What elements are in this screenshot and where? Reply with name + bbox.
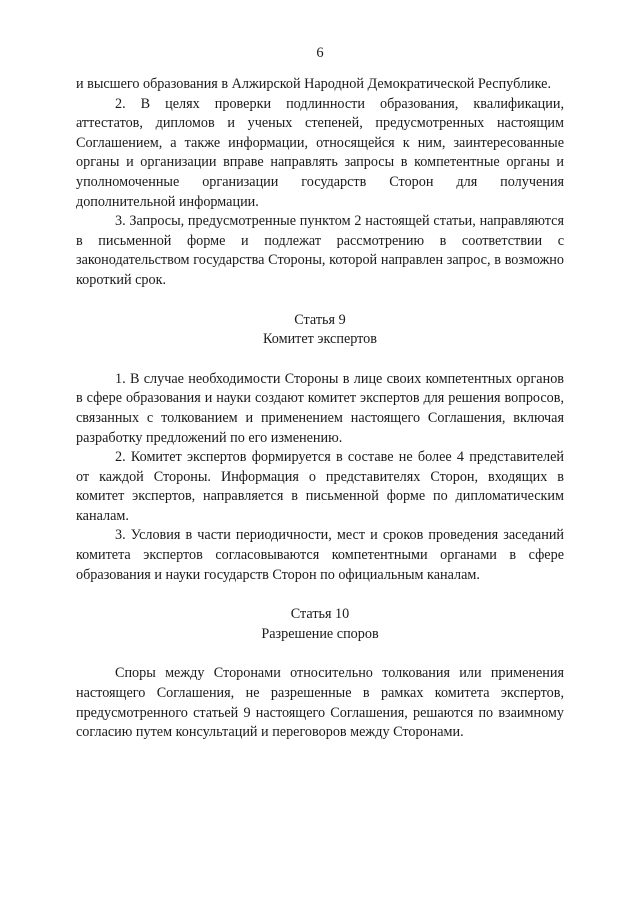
paragraph-continuation: и высшего образования в Алжирской Народной Демократической Республике. [76,76,551,92]
paragraph-8-3: 3. Запросы, предусмотренные пунктом 2 настоящей статьи, направляются в письменной форме и подлежат рассмотрению в соответствии с законодательством государства Стороны, которой направлен запрос, в возможно короткий срок. [76,213,564,288]
article-9-heading: Статья 9 [294,311,346,328]
spacer [76,350,564,370]
article-10-title: Разрешение споров [261,625,379,642]
spacer [76,644,564,664]
spacer [76,585,564,605]
document-body [76,75,564,743]
paragraph-9-2: 2. Комитет экспертов формируется в составе не более 4 представителей от каждой Стороны. Информация о представителях Сторон, входящих в комитет экспертов, направляется в письменной форме по дипломатическим каналам. [76,449,564,524]
paragraph-9-3: 3. Условия в части периодичности, мест и сроков проведения заседаний комитета экспертов согласовываются компетентными органами в сфере образования и науки государств Сторон по официальным каналам. [76,527,564,583]
paragraph-10-1: Споры между Сторонами относительно толкования или применения настоящего Соглашения, не разрешенные в рамках комитета экспертов, предусмотренного статьей 9 настоящего Соглашения, решаются по взаимному согласию путем консультаций и переговоров между Сторонами. [76,665,564,741]
page-number: 6 [316,45,324,61]
spacer [76,291,564,311]
article-10-heading: Статья 10 [290,606,350,623]
article-9-title: Комитет экспертов [263,331,377,348]
paragraph-9-1: 1. В случае необходимости Стороны в лице своих компетентных органов в сфере образования и науки создают комитет экспертов для решения вопросов, связанных с толкованием и применением настоящего Соглашения, включая разработку предложений по его изменению. [76,370,564,446]
paragraph-8-2: 2. В целях проверки подлинности образования, квалификации, аттестатов, дипломов и ученых степеней, предусмотренных настоящим Соглашением, а также информации, относящейся к ним, заинтересованные органы и организации вправе направлять запросы в компетентные органы и уполномоченные организации государств Сторон для получения дополнительной информации. [76,95,564,210]
